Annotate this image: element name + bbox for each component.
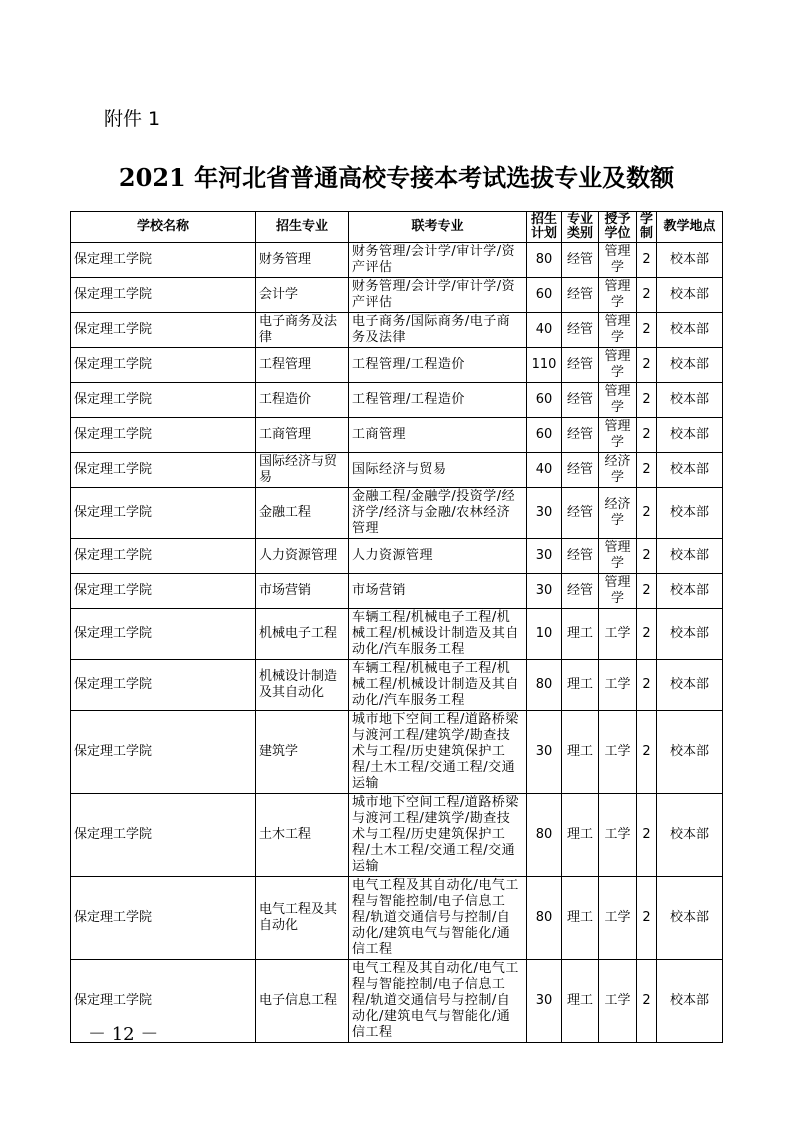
table-row bbox=[71, 313, 723, 348]
header-related: 联考专业 bbox=[349, 212, 527, 243]
category-cell: 经管 bbox=[562, 383, 599, 418]
school-cell: 保定理工学院 bbox=[71, 574, 256, 609]
duration-cell: 2 bbox=[637, 660, 657, 711]
table-row bbox=[71, 609, 723, 660]
admission-table bbox=[70, 211, 723, 1043]
location-cell: 校本部 bbox=[657, 418, 723, 453]
category-cell: 理工 bbox=[562, 794, 599, 877]
table-row bbox=[71, 418, 723, 453]
duration-cell: 2 bbox=[637, 453, 657, 488]
table-header-row bbox=[71, 212, 723, 243]
location-cell: 校本部 bbox=[657, 609, 723, 660]
table-row bbox=[71, 574, 723, 609]
table-row bbox=[71, 453, 723, 488]
degree-cell: 管理学 bbox=[599, 243, 637, 278]
category-cell: 经管 bbox=[562, 418, 599, 453]
related-majors-cell: 工程管理/工程造价 bbox=[349, 348, 527, 383]
header-plan: 招生计划 bbox=[527, 212, 562, 243]
location-cell: 校本部 bbox=[657, 348, 723, 383]
major-cell: 人力资源管理 bbox=[256, 539, 349, 574]
plan-count-cell: 40 bbox=[527, 453, 562, 488]
header-category: 专业类别 bbox=[562, 212, 599, 243]
duration-cell: 2 bbox=[637, 877, 657, 960]
location-cell: 校本部 bbox=[657, 960, 723, 1043]
school-cell: 保定理工学院 bbox=[71, 660, 256, 711]
related-majors-cell: 财务管理/会计学/审计学/资产评估 bbox=[349, 278, 527, 313]
location-cell: 校本部 bbox=[657, 383, 723, 418]
location-cell: 校本部 bbox=[657, 278, 723, 313]
major-cell: 金融工程 bbox=[256, 488, 349, 539]
plan-count-cell: 80 bbox=[527, 243, 562, 278]
table-row bbox=[71, 711, 723, 794]
header-school: 学校名称 bbox=[71, 212, 256, 243]
major-cell: 电气工程及其自动化 bbox=[256, 877, 349, 960]
school-cell: 保定理工学院 bbox=[71, 348, 256, 383]
plan-count-cell: 30 bbox=[527, 488, 562, 539]
duration-cell: 2 bbox=[637, 243, 657, 278]
location-cell: 校本部 bbox=[657, 794, 723, 877]
major-cell: 市场营销 bbox=[256, 574, 349, 609]
category-cell: 理工 bbox=[562, 660, 599, 711]
major-cell: 工程造价 bbox=[256, 383, 349, 418]
category-cell: 经管 bbox=[562, 539, 599, 574]
category-cell: 经管 bbox=[562, 243, 599, 278]
degree-cell: 管理学 bbox=[599, 313, 637, 348]
duration-cell: 2 bbox=[637, 488, 657, 539]
duration-cell: 2 bbox=[637, 383, 657, 418]
duration-cell: 2 bbox=[637, 711, 657, 794]
degree-cell: 管理学 bbox=[599, 539, 637, 574]
table-row bbox=[71, 539, 723, 574]
table-row bbox=[71, 660, 723, 711]
degree-cell: 经济学 bbox=[599, 453, 637, 488]
table-row bbox=[71, 348, 723, 383]
table-row bbox=[71, 877, 723, 960]
degree-cell: 管理学 bbox=[599, 574, 637, 609]
location-cell: 校本部 bbox=[657, 711, 723, 794]
plan-count-cell: 30 bbox=[527, 960, 562, 1043]
table-row bbox=[71, 243, 723, 278]
major-cell: 土木工程 bbox=[256, 794, 349, 877]
category-cell: 理工 bbox=[562, 960, 599, 1043]
category-cell: 理工 bbox=[562, 609, 599, 660]
related-majors-cell: 电子商务/国际商务/电子商务及法律 bbox=[349, 313, 527, 348]
school-cell: 保定理工学院 bbox=[71, 243, 256, 278]
plan-count-cell: 30 bbox=[527, 711, 562, 794]
related-majors-cell: 城市地下空间工程/道路桥梁与渡河工程/建筑学/勘查技术与工程/历史建筑保护工程/土木工程/交通工程/交通运输 bbox=[349, 711, 527, 794]
header-duration: 学制 bbox=[637, 212, 657, 243]
major-cell: 建筑学 bbox=[256, 711, 349, 794]
category-cell: 经管 bbox=[562, 453, 599, 488]
duration-cell: 2 bbox=[637, 794, 657, 877]
degree-cell: 工学 bbox=[599, 609, 637, 660]
category-cell: 理工 bbox=[562, 877, 599, 960]
related-majors-cell: 金融工程/金融学/投资学/经济学/经济与金融/农林经济管理 bbox=[349, 488, 527, 539]
related-majors-cell: 车辆工程/机械电子工程/机械工程/机械设计制造及其自动化/汽车服务工程 bbox=[349, 609, 527, 660]
plan-count-cell: 60 bbox=[527, 278, 562, 313]
related-majors-cell: 城市地下空间工程/道路桥梁与渡河工程/建筑学/勘查技术与工程/历史建筑保护工程/土木工程/交通工程/交通运输 bbox=[349, 794, 527, 877]
plan-count-cell: 80 bbox=[527, 794, 562, 877]
school-cell: 保定理工学院 bbox=[71, 711, 256, 794]
related-majors-cell: 工商管理 bbox=[349, 418, 527, 453]
school-cell: 保定理工学院 bbox=[71, 960, 256, 1043]
table-row bbox=[71, 960, 723, 1043]
plan-count-cell: 40 bbox=[527, 313, 562, 348]
plan-count-cell: 60 bbox=[527, 418, 562, 453]
school-cell: 保定理工学院 bbox=[71, 313, 256, 348]
major-cell: 工程管理 bbox=[256, 348, 349, 383]
major-cell: 机械电子工程 bbox=[256, 609, 349, 660]
school-cell: 保定理工学院 bbox=[71, 609, 256, 660]
degree-cell: 管理学 bbox=[599, 278, 637, 313]
school-cell: 保定理工学院 bbox=[71, 383, 256, 418]
category-cell: 经管 bbox=[562, 574, 599, 609]
plan-count-cell: 80 bbox=[527, 877, 562, 960]
major-cell: 电子商务及法律 bbox=[256, 313, 349, 348]
degree-cell: 管理学 bbox=[599, 383, 637, 418]
plan-count-cell: 60 bbox=[527, 383, 562, 418]
location-cell: 校本部 bbox=[657, 660, 723, 711]
related-majors-cell: 国际经济与贸易 bbox=[349, 453, 527, 488]
major-cell: 电子信息工程 bbox=[256, 960, 349, 1043]
related-majors-cell: 电气工程及其自动化/电气工程与智能控制/电子信息工程/轨道交通信号与控制/自动化/建筑电气与智能化/通信工程 bbox=[349, 960, 527, 1043]
duration-cell: 2 bbox=[637, 418, 657, 453]
header-degree: 授予学位 bbox=[599, 212, 637, 243]
table-row bbox=[71, 794, 723, 877]
location-cell: 校本部 bbox=[657, 243, 723, 278]
document-title: 2021 年河北省普通高校专接本考试选拔专业及数额 bbox=[118, 163, 675, 192]
major-cell: 国际经济与贸易 bbox=[256, 453, 349, 488]
major-cell: 机械设计制造及其自动化 bbox=[256, 660, 349, 711]
degree-cell: 管理学 bbox=[599, 348, 637, 383]
school-cell: 保定理工学院 bbox=[71, 794, 256, 877]
category-cell: 经管 bbox=[562, 488, 599, 539]
location-cell: 校本部 bbox=[657, 313, 723, 348]
duration-cell: 2 bbox=[637, 539, 657, 574]
degree-cell: 工学 bbox=[599, 660, 637, 711]
plan-count-cell: 30 bbox=[527, 574, 562, 609]
school-cell: 保定理工学院 bbox=[71, 877, 256, 960]
duration-cell: 2 bbox=[637, 278, 657, 313]
header-major: 招生专业 bbox=[256, 212, 349, 243]
location-cell: 校本部 bbox=[657, 453, 723, 488]
related-majors-cell: 工程管理/工程造价 bbox=[349, 383, 527, 418]
degree-cell: 管理学 bbox=[599, 418, 637, 453]
major-cell: 会计学 bbox=[256, 278, 349, 313]
category-cell: 经管 bbox=[562, 278, 599, 313]
plan-count-cell: 10 bbox=[527, 609, 562, 660]
school-cell: 保定理工学院 bbox=[71, 453, 256, 488]
duration-cell: 2 bbox=[637, 348, 657, 383]
duration-cell: 2 bbox=[637, 313, 657, 348]
school-cell: 保定理工学院 bbox=[71, 539, 256, 574]
table-row bbox=[71, 383, 723, 418]
major-cell: 工商管理 bbox=[256, 418, 349, 453]
degree-cell: 工学 bbox=[599, 711, 637, 794]
table-row bbox=[71, 488, 723, 539]
school-cell: 保定理工学院 bbox=[71, 488, 256, 539]
location-cell: 校本部 bbox=[657, 539, 723, 574]
degree-cell: 工学 bbox=[599, 794, 637, 877]
location-cell: 校本部 bbox=[657, 877, 723, 960]
plan-count-cell: 110 bbox=[527, 348, 562, 383]
plan-count-cell: 80 bbox=[527, 660, 562, 711]
plan-count-cell: 30 bbox=[527, 539, 562, 574]
duration-cell: 2 bbox=[637, 574, 657, 609]
category-cell: 经管 bbox=[562, 348, 599, 383]
school-cell: 保定理工学院 bbox=[71, 278, 256, 313]
location-cell: 校本部 bbox=[657, 488, 723, 539]
duration-cell: 2 bbox=[637, 960, 657, 1043]
attachment-label: 附件 1 bbox=[104, 108, 161, 130]
related-majors-cell: 车辆工程/机械电子工程/机械工程/机械设计制造及其自动化/汽车服务工程 bbox=[349, 660, 527, 711]
major-cell: 财务管理 bbox=[256, 243, 349, 278]
page-number: － 12 － bbox=[88, 1024, 159, 1045]
degree-cell: 工学 bbox=[599, 960, 637, 1043]
degree-cell: 工学 bbox=[599, 877, 637, 960]
table-row bbox=[71, 278, 723, 313]
header-location: 教学地点 bbox=[657, 212, 723, 243]
school-cell: 保定理工学院 bbox=[71, 418, 256, 453]
category-cell: 经管 bbox=[562, 313, 599, 348]
duration-cell: 2 bbox=[637, 609, 657, 660]
related-majors-cell: 财务管理/会计学/审计学/资产评估 bbox=[349, 243, 527, 278]
related-majors-cell: 人力资源管理 bbox=[349, 539, 527, 574]
location-cell: 校本部 bbox=[657, 574, 723, 609]
degree-cell: 经济学 bbox=[599, 488, 637, 539]
related-majors-cell: 市场营销 bbox=[349, 574, 527, 609]
category-cell: 理工 bbox=[562, 711, 599, 794]
related-majors-cell: 电气工程及其自动化/电气工程与智能控制/电子信息工程/轨道交通信号与控制/自动化/建筑电气与智能化/通信工程 bbox=[349, 877, 527, 960]
